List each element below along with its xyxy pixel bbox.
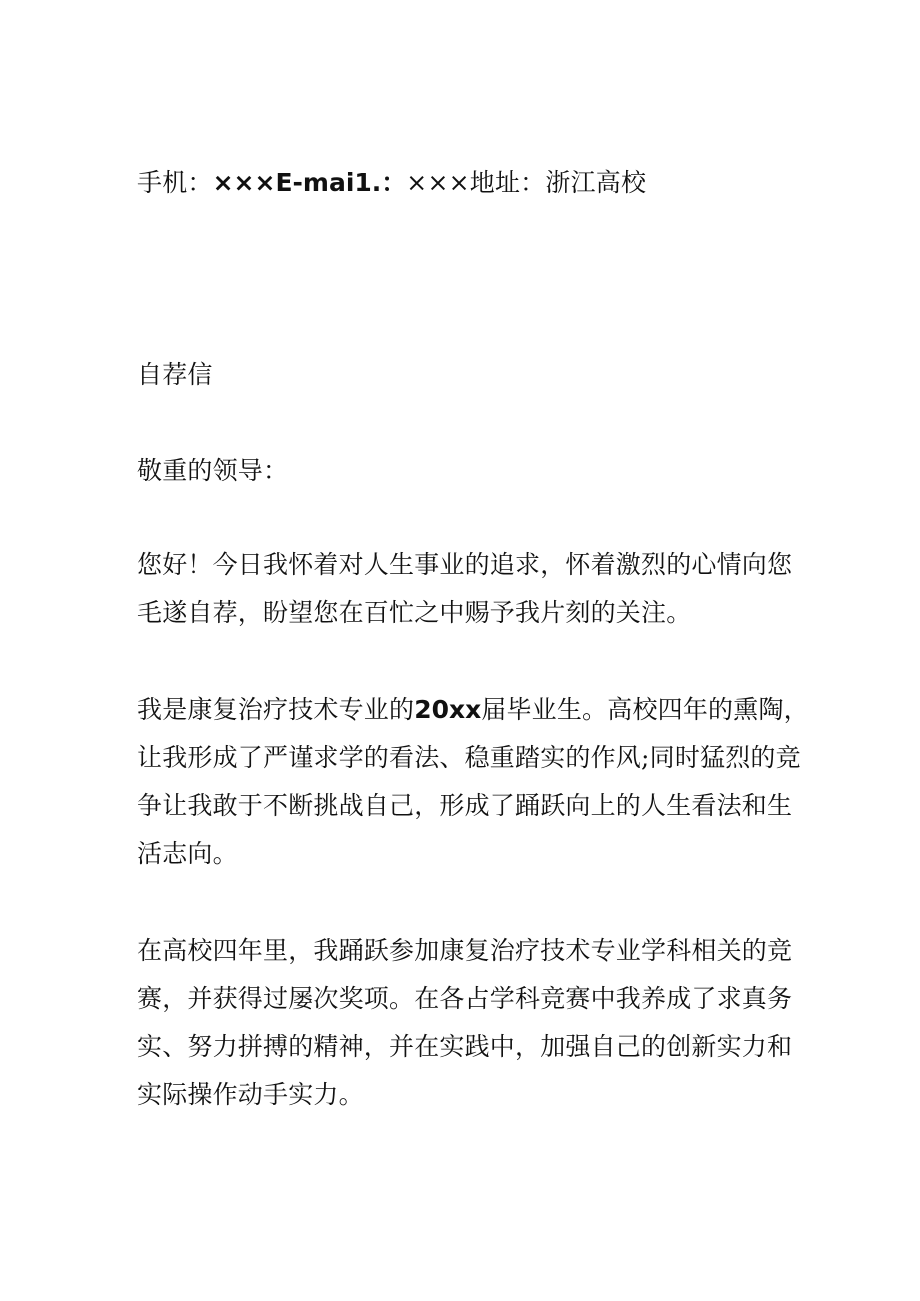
phone-value: ×××E-mai1.： [212, 168, 407, 197]
paragraph2-prefix: 我是康复治疗技术专业的 [137, 695, 415, 724]
email-value: ××× [406, 168, 470, 197]
letter-title: 自荐信 [137, 360, 213, 389]
paragraph3-line: 赛，并获得过屡次奖项。在各占学科竞赛中我养成了求真务 [137, 984, 793, 1013]
paragraph3-line: 实、努力拼搏的精神，并在实践中，加强自己的创新实力和 [137, 1032, 793, 1061]
paragraph2-suffix: 届毕业生。高校四年的熏陶， [481, 695, 809, 724]
paragraph2-line: 争让我敢于不断挑战自己，形成了踊跃向上的人生看法和生 [137, 791, 793, 820]
paragraph2-line: 让我形成了严谨求学的看法、稳重踏实的作风;同时猛烈的竞 [137, 743, 801, 772]
phone-label: 手机： [137, 168, 213, 197]
contact-line [137, 168, 797, 198]
paragraph3-line: 在高校四年里，我踊跃参加康复治疗技术专业学科相关的竞 [137, 936, 793, 965]
paragraph3-line: 实际操作动手实力。 [137, 1080, 364, 1109]
paragraph1-line: 您好！今日我怀着对人生事业的追求，怀着激烈的心情向您 [137, 550, 793, 579]
graduation-year: 20xx [414, 695, 482, 724]
paragraph1-line: 毛遂自荐，盼望您在百忙之中赐予我片刻的关注。 [137, 598, 692, 627]
address-value: 浙江高校 [545, 168, 647, 197]
address-label: 地址： [469, 168, 546, 197]
salutation: 敬重的领导： [137, 456, 289, 485]
paragraph2-line: 活志向。 [137, 839, 238, 868]
paragraph2-line [137, 695, 809, 725]
